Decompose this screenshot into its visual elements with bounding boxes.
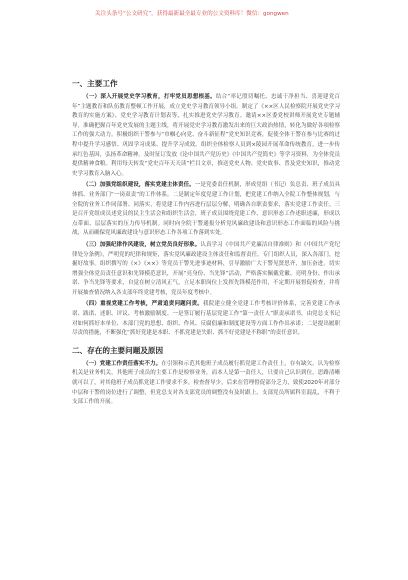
section-heading-problems: 二、存在的主要问题及原因 — [72, 345, 164, 355]
paragraph-discipline-style — [72, 241, 340, 299]
paragraph-body: 在引领和示范其他班子成员履行抓党建工作责任上，存有缺欠。认为检察机关是业务机关，其他班子成员的主要工作是检察业务，而本人是第一责任人，只要自己认识到位，思路清晰就可以了，对其他班子成员抓党建工作要求不多，检查督导少，后来在管理督促部分乏力，致使2020年对部分中层和干警的岗位进行了调整，但党总支对各支部党员的调整没有及时跟上，支部党员所属科室混乱，不利于支部工作的开展。 — [72, 360, 340, 406]
paragraph-responsibility — [72, 360, 340, 408]
paragraph-lead: （一）深入开展党史学习教育，打牢党员思想根基。 — [83, 94, 216, 100]
paragraph-party-organization — [72, 181, 340, 239]
document-body — [72, 78, 340, 410]
paragraph-body: 结合“率记殷切嘱托、忠诚干净担当、喜迎建党百年”主题教育和队伍教育整顿工作开展，成立党史学习教育领导小组。制定了《××区人民检察院开展党史学习教育的实施方案》、党史学习教育计划表等，扎实推进党史学习教育。邀请××区委党校讲师开展党史专题辅导，准确把握百年党史发展的主题主线，将开展党史学习教育激发出来的巨大政治热情，转化为做好各项检察工作的强大动力。积极组织干警参与“巾帼心向党、奋斗新征程”党史知识竞赛，促使全体干警在参与比赛的过程中提升学习感悟、巩固学习成果、提升学习成效。组织全体检察人员到×陵园开展革命传统教育，进一步传承红色基因，弘扬革命精神。及时征订发放《论中国共产党历史》《中国共产党简史》等学习资料，为全体党员提供精神食粮。利用每天转发“党史百年天天读”栏目文章，推送党史人物、党史故事、普及党史知识，推动党史学习教育入脑入心。 — [72, 94, 340, 177]
header-banner: 关注头条号“公文研究”，获得最新最全最专业的公文资料库！微信：gongwen — [95, 11, 289, 17]
paragraph-lead: （四）重视党建工作考核，严肃追责问题问责。 — [83, 301, 204, 308]
paragraph-body: 认真学习《中国共产党廉洁自律准则》和《中国共产党纪律处分条例》，严明党的纪律和规矩，落实党风廉政建设主体责任和监督责任。专门组织人员，深入各部门，挖掘好故事。组织撰写的《×》《××》等党员干警先进事迹材料，引导激励广大干警见贤思齐，加压奋进。切实增强全体党员责任意识和先锋模范意识，开展“亮身份、当先锋”活动，严格落实佩戴党徽、亮明身份、作出承诺、争当先锋等要求，自觉在树立清风正气，立足本职岗位上发挥先锋模范作用，不定期开展督促检查，并将开展抽查情况纳入各支部年终党建考核，党员年度考核中。 — [72, 241, 340, 296]
paragraph-body: 我院建立健全党建工作考核评价体系，完善党建工作承诺、践诺、述职、评议、考核激励制度。一是签订履行基层党建工作“第一责任人”职责承诺书，由党总支书记对如何抓好本单位、本部门党的思想、组织、作风、反腐倡廉和制度建设等方面工作作出承诺；二是提出履职尽责的措施，不断强化“抓好党建是本职、不抓党建是失职、抓不好党建是不称职”的责任意识。 — [72, 301, 340, 337]
paragraph-lead: （二）加强党组织建设，落实党建主体责任。 — [83, 182, 195, 189]
paragraph-body: 一是党委责任机制，形成党组（书记）负总责、班子成员具体抓、业务部门“一岗双责”的工作体系。二是制定年度党建工作计划，把党建工作纳入全院工作整体规划，与全院的业务工作同部署、同落实，将党建工作内容进行层层分解，明确各自职责要求，落实党建工作责任。三是召开党组成员述党员的民主生活会和组织生活会，班子成员围绕党建工作、意识形态工作述职述廉，形成以点带面、层层落实的压力传导机制。同时向全院干警通报分析党风廉政建设和意识形态工作面临的风险与挑战，从而确保党风廉政建设与意识形态工作各项工作落到实处。 — [72, 182, 340, 237]
paragraph-lead: （一）党建工作责任落实不力。 — [83, 360, 162, 367]
paragraph-party-history-study — [72, 93, 340, 179]
paragraph-assessment — [72, 300, 340, 338]
paragraph-lead: （三）加强纪律作风建设，树立党员良好形象。 — [83, 241, 201, 248]
section-heading-main-work: 一、主要工作 — [72, 79, 118, 88]
